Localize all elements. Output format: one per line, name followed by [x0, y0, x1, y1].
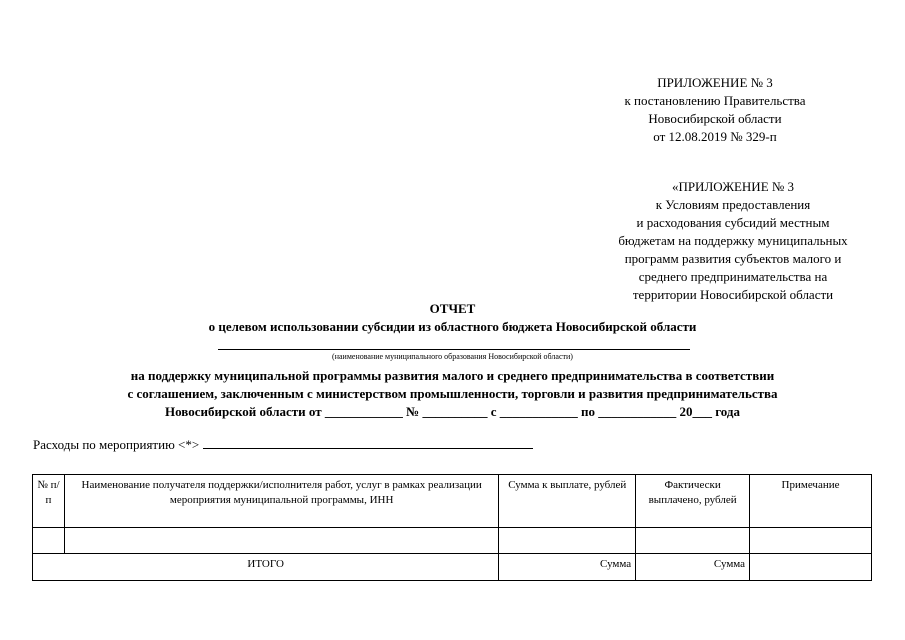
cell-empty[interactable]: [636, 528, 750, 554]
appendix-header-resolution: [600, 74, 830, 146]
report-subtitle: о целевом использовании субсидии из областного бюджета Новосибирской области: [208, 319, 697, 334]
total-note: [750, 554, 872, 581]
cell-empty[interactable]: [33, 528, 65, 554]
municipality-name-line: [218, 349, 690, 350]
report-agreement-line: с соглашением, заключенным с министерством промышленности, торговли и развития предпринимательства: [127, 386, 778, 401]
report-table: [32, 474, 872, 581]
header-name: Наименование получателя поддержки/исполнителя работ, услуг в рамках реализации мероприятия муниципальной программы, ИНН: [64, 475, 498, 528]
header-note: Примечание: [750, 475, 872, 528]
header-sum: Сумма к выплате, рублей: [499, 475, 636, 528]
appendix-line: Новосибирской области: [648, 111, 782, 126]
expense-label: Расходы по мероприятию <*>: [33, 437, 200, 452]
appendix-line: ПРИЛОЖЕНИЕ № 3: [657, 75, 773, 90]
cell-empty[interactable]: [750, 528, 872, 554]
appendix-header-conditions: [588, 178, 878, 304]
table-total-row: [33, 554, 872, 581]
appendix-line: программ развития субъектов малого и: [624, 251, 842, 266]
header-paid: Фактически выплачено, рублей: [636, 475, 750, 528]
municipality-caption: (наименование муниципального образования Новосибирской области): [332, 352, 573, 361]
report-dates-line: Новосибирской области от ____________ № __________ с ____________ по ____________ 20___ года: [165, 404, 740, 419]
header-num: № п/п: [33, 475, 65, 528]
appendix-line: к постановлению Правительства: [624, 93, 806, 108]
appendix-line: бюджетам на поддержку муниципальных: [618, 233, 848, 248]
expense-row: [33, 434, 533, 454]
appendix-line: к Условиям предоставления: [655, 197, 811, 212]
total-sum: Сумма: [499, 554, 636, 581]
appendix-line: территории Новосибирской области: [632, 287, 834, 302]
appendix-line: от 12.08.2019 № 329-п: [653, 129, 777, 144]
table-row: [33, 528, 872, 554]
total-paid: Сумма: [636, 554, 750, 581]
cell-empty[interactable]: [64, 528, 498, 554]
appendix-line: «ПРИЛОЖЕНИЕ № 3: [671, 179, 795, 194]
report-purpose-line: на поддержку муниципальной программы развития малого и среднего предпринимательства в соответствии: [130, 368, 775, 383]
appendix-line: и расходования субсидий местным: [636, 215, 830, 230]
table-header-row: [33, 475, 872, 528]
total-label: ИТОГО: [33, 554, 499, 581]
expense-blank-line: [203, 434, 533, 449]
appendix-line: среднего предпринимательства на: [638, 269, 828, 284]
report-title: ОТЧЕТ: [429, 301, 476, 316]
cell-empty[interactable]: [499, 528, 636, 554]
